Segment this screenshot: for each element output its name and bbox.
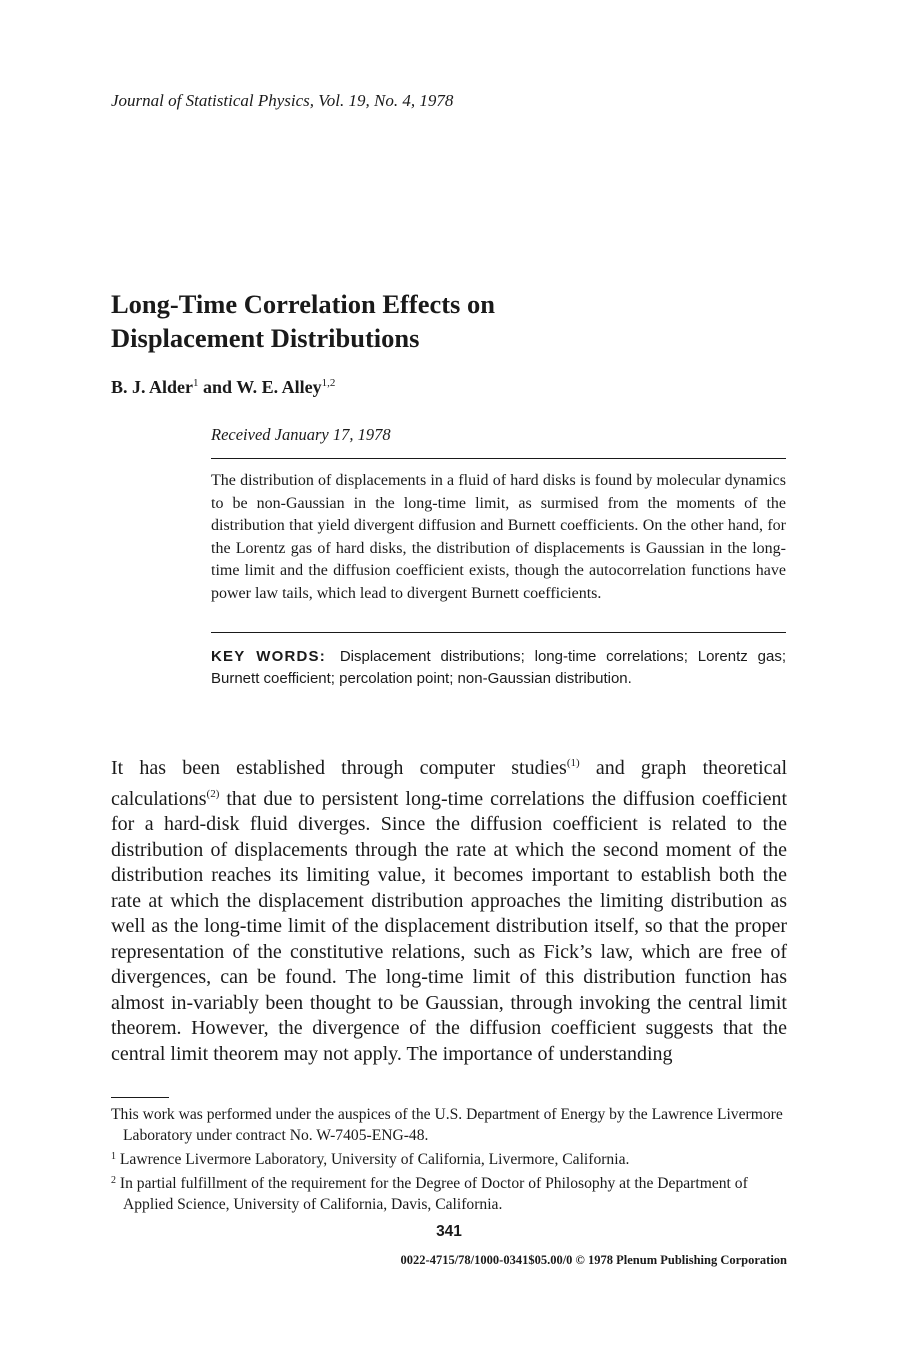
body-text-segment: and graph theoretical calculations	[111, 757, 787, 810]
key-words-text: Displacement distributions; long-time correlations; Lorentz gas; Burnett coefficient; percolation point; non-Gaussian distribution.	[211, 648, 786, 687]
author-conjunction: and	[198, 377, 237, 397]
citation-mark: (1)	[566, 757, 580, 769]
page-number: 341	[436, 1223, 462, 1240]
affiliation-mark: 1	[193, 377, 199, 389]
copyright-line: 0022-4715/78/1000-0341$05.00/0 © 1978 Plenum Publishing Corporation	[400, 1253, 787, 1267]
footnote-2	[111, 1170, 791, 1215]
citation-mark: (2)	[206, 787, 220, 800]
journal-header: Journal of Statistical Physics, Vol. 19, No. 4, 1978	[111, 91, 454, 110]
body-text-segment: It has been established through computer studies	[111, 757, 567, 779]
affiliation-mark: 1,2	[321, 377, 336, 389]
key-words	[211, 646, 786, 690]
footnote-text: Lawrence Livermore Laboratory, University of California, Livermore, California.	[116, 1151, 630, 1168]
received-date: Received January 17, 1978	[211, 425, 391, 444]
footnote-mark: 2	[111, 1175, 116, 1186]
footnote-funding: This work was performed under the auspices of the U.S. Department of Energy by the Lawrence Livermore Laboratory under contract No. W-7405-ENG-48.	[111, 1106, 783, 1144]
footnote-mark: 1	[111, 1151, 116, 1162]
abstract-bottom-rule	[211, 632, 786, 633]
footnote-text: In partial fulfillment of the requirement for the Degree of Doctor of Philosophy at the Department of Applied Science, University of California, Davis, California.	[116, 1175, 748, 1213]
author-name: W. E. Alley	[236, 377, 322, 397]
abstract-top-rule	[211, 458, 786, 459]
body-text-segment: that due to persistent long-time correlations the diffusion coefficient for a hard-disk fluid diverges. Since the diffusion coefficient is related to the distribution of displacements through the rate at which the second moment of the distribution reaches its limiting value, it becomes important to establish both the rate at which the displacement distribution approaches the limiting distribution as well as the long-time limit of the displacement distribution itself, so that the proper representation of the constitutive relations, such as Fick’s law, which are free of divergences, can be found. The long-time limit of this distribution function has almost in-variably been thought to be Gaussian, through invoking the central limit theorem. However, the divergence of the diffusion coefficient suggests that the central limit theorem may not apply. The importance of understanding	[111, 787, 787, 1065]
body-paragraph	[111, 751, 787, 1067]
footnote-1	[111, 1146, 791, 1170]
key-words-label: KEY WORDS:	[211, 648, 326, 665]
abstract-text: The distribution of displacements in a fluid of hard disks is found by molecular dynamics to be non-Gaussian in the long-time limit, as surmised from the moments of the distribution that yield divergent diffusion and Burnett coefficients. On the other hand, for the Lorentz gas of hard disks, the distribution of displacements is Gaussian in the long-time limit and the diffusion coefficient exists, though the autocorrelation functions have power law tails, which lead to divergent Burnett coefficients.	[211, 472, 786, 602]
paper-title	[111, 287, 711, 355]
footnote-rule	[111, 1097, 169, 1098]
footnotes	[111, 1104, 791, 1215]
author-list	[111, 377, 335, 398]
title-line-1: Long-Time Correlation Effects on	[111, 289, 495, 319]
author-name: B. J. Alder	[111, 377, 194, 397]
title-line-2: Displacement Distributions	[111, 323, 420, 353]
